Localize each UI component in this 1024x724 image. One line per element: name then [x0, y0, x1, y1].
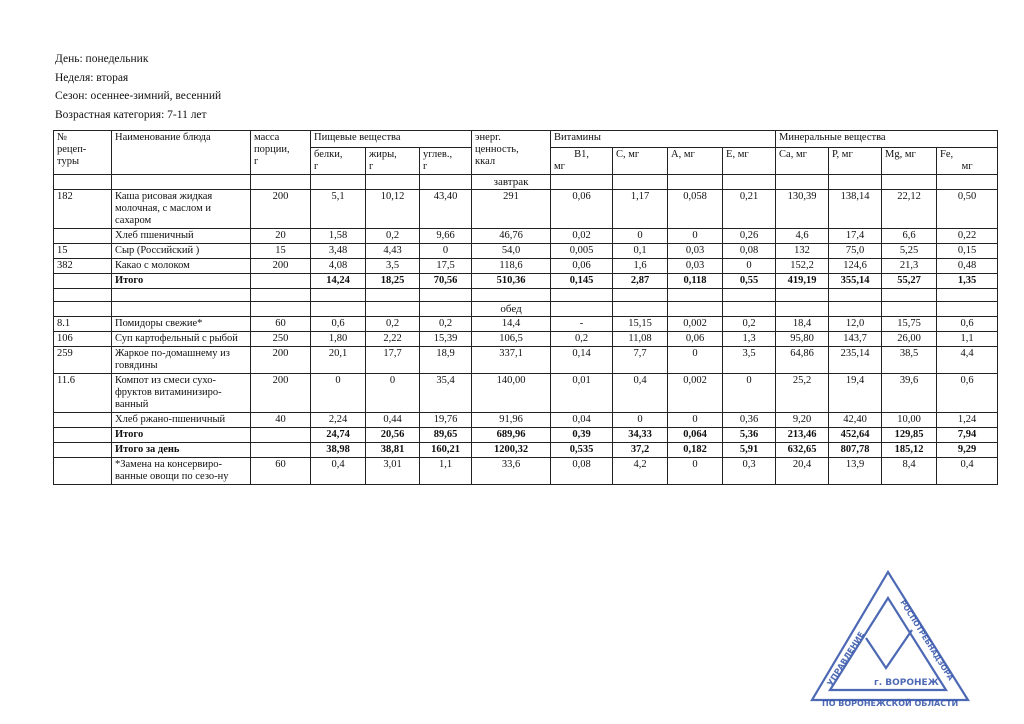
col-mass-header: масса порции, г [251, 131, 311, 175]
nutrients-header: Пищевые вещества [311, 131, 472, 148]
value-e: 0 [723, 259, 776, 274]
empty-cell [251, 428, 311, 443]
value-fat: 0,2 [366, 317, 420, 332]
value-fat: 2,22 [366, 332, 420, 347]
empty-cell [829, 175, 882, 190]
value-carbs: 18,9 [420, 347, 472, 374]
value-protein: 2,24 [311, 413, 366, 428]
dish-mass: 15 [251, 244, 311, 259]
value-fe: 4,4 [937, 347, 998, 374]
empty-cell [829, 302, 882, 317]
value-ca: 130,39 [776, 190, 829, 229]
value-fe: 1,1 [937, 332, 998, 347]
empty-cell [613, 175, 668, 190]
dish-mass: 200 [251, 347, 311, 374]
document-meta [55, 50, 221, 124]
total-fat: 18,25 [366, 274, 420, 289]
col-energy-header: энерг. ценность, ккал [472, 131, 551, 175]
value-c: 0 [613, 229, 668, 244]
total-protein: 24,74 [311, 428, 366, 443]
value-p: 19,4 [829, 374, 882, 413]
value-fat: 17,7 [366, 347, 420, 374]
value-protein: 20,1 [311, 347, 366, 374]
recipe-num: 182 [54, 190, 112, 229]
total-row-breakfast [54, 274, 998, 289]
week-label: Неделя: вторая [55, 71, 129, 84]
col-num-header: № рецеп- туры [54, 131, 112, 175]
value-mg: 21,3 [882, 259, 937, 274]
rospotrebnadzor-stamp [808, 568, 974, 708]
empty-cell [723, 289, 776, 302]
empty-cell [420, 175, 472, 190]
total-protein: 14,24 [311, 274, 366, 289]
value-e: 0,2 [723, 317, 776, 332]
table-row [54, 374, 998, 413]
empty-cell [251, 175, 311, 190]
value-c: 11,08 [613, 332, 668, 347]
total-ca: 632,65 [776, 443, 829, 458]
value-carbs: 17,5 [420, 259, 472, 274]
empty-cell [54, 458, 112, 485]
total-b1: 0,535 [551, 443, 613, 458]
spacer-row [54, 289, 998, 302]
dish-name: Каша рисовая жидкая молочная, с маслом и сахаром [112, 190, 251, 229]
value-b1: 0,01 [551, 374, 613, 413]
value-ca: 64,86 [776, 347, 829, 374]
col-fat-header: жиры, г [366, 148, 420, 175]
section-row-breakfast [54, 175, 998, 190]
value-carbs: 19,76 [420, 413, 472, 428]
empty-cell [551, 289, 613, 302]
section-title: обед [472, 302, 551, 317]
total-mg: 185,12 [882, 443, 937, 458]
value-carbs: 35,4 [420, 374, 472, 413]
value-ca: 18,4 [776, 317, 829, 332]
value-protein: 3,48 [311, 244, 366, 259]
empty-cell [882, 302, 937, 317]
empty-cell [882, 175, 937, 190]
dish-name: Какао с молоком [112, 259, 251, 274]
total-e: 0,55 [723, 274, 776, 289]
empty-cell [54, 302, 112, 317]
empty-cell [668, 289, 723, 302]
col-protein-header: белки, г [311, 148, 366, 175]
table-body [54, 131, 998, 485]
table-row [54, 413, 998, 428]
value-fe: 0,15 [937, 244, 998, 259]
empty-cell [112, 175, 251, 190]
value-b1: - [551, 317, 613, 332]
value-fat: 10,12 [366, 190, 420, 229]
dish-name: Сыр (Российский ) [112, 244, 251, 259]
value-b1: 0,06 [551, 190, 613, 229]
empty-cell [311, 175, 366, 190]
empty-cell [54, 274, 112, 289]
total-p: 355,14 [829, 274, 882, 289]
total-label: Итого [112, 274, 251, 289]
table-row [54, 244, 998, 259]
dish-name: Хлеб пшеничный [112, 229, 251, 244]
table-row [54, 332, 998, 347]
value-c: 1,6 [613, 259, 668, 274]
value-c: 1,17 [613, 190, 668, 229]
svg-text:УПРАВЛЕНИЕ: УПРАВЛЕНИЕ [825, 630, 867, 688]
value-fe: 0,6 [937, 374, 998, 413]
empty-cell [613, 289, 668, 302]
replacement-name: *Замена на консервиро-ванные овощи по сезо-ну [112, 458, 251, 485]
day-label: День: понедельник [55, 53, 149, 65]
minerals-header: Минеральные вещества [776, 131, 998, 148]
value-protein: 1,80 [311, 332, 366, 347]
empty-cell [420, 289, 472, 302]
recipe-num: 106 [54, 332, 112, 347]
col-ca-header: Са, мг [776, 148, 829, 175]
empty-cell [251, 443, 311, 458]
table-row [54, 229, 998, 244]
value-protein: 5,1 [311, 190, 366, 229]
value-a: 0,002 [668, 374, 723, 413]
recipe-num: 382 [54, 259, 112, 274]
age-label: Возрастная категория: 7-11 лет [55, 108, 207, 121]
empty-cell [54, 289, 112, 302]
replacement-c: 4,2 [613, 458, 668, 485]
total-fat: 20,56 [366, 428, 420, 443]
col-fe-header: Fe, мг [937, 148, 998, 175]
value-carbs: 9,66 [420, 229, 472, 244]
empty-cell [54, 428, 112, 443]
empty-cell [776, 175, 829, 190]
recipe-num [54, 229, 112, 244]
value-protein: 0 [311, 374, 366, 413]
value-energy: 14,4 [472, 317, 551, 332]
value-mg: 10,00 [882, 413, 937, 428]
section-title: завтрак [472, 175, 551, 190]
total-c: 37,2 [613, 443, 668, 458]
total-c: 2,87 [613, 274, 668, 289]
value-mg: 38,5 [882, 347, 937, 374]
svg-text:г. ВОРОНЕЖ: г. ВОРОНЕЖ [874, 678, 939, 688]
total-energy: 510,36 [472, 274, 551, 289]
season-label: Сезон: осеннее-зимний, весенний [55, 90, 222, 102]
dish-mass: 200 [251, 190, 311, 229]
dish-mass: 60 [251, 317, 311, 332]
value-e: 0 [723, 374, 776, 413]
total-b1: 0,39 [551, 428, 613, 443]
value-ca: 25,2 [776, 374, 829, 413]
value-c: 0,1 [613, 244, 668, 259]
menu-table [53, 130, 998, 485]
col-b1-header: В1, мг [551, 148, 613, 175]
empty-cell [251, 289, 311, 302]
value-p: 75,0 [829, 244, 882, 259]
recipe-num: 259 [54, 347, 112, 374]
header-row-1 [54, 131, 998, 148]
empty-cell [54, 443, 112, 458]
total-protein: 38,98 [311, 443, 366, 458]
value-mg: 26,00 [882, 332, 937, 347]
total-a: 0,118 [668, 274, 723, 289]
value-a: 0,06 [668, 332, 723, 347]
value-ca: 9,20 [776, 413, 829, 428]
empty-cell [776, 302, 829, 317]
empty-cell [311, 302, 366, 317]
value-fe: 0,22 [937, 229, 998, 244]
value-protein: 1,58 [311, 229, 366, 244]
value-mg: 5,25 [882, 244, 937, 259]
replacement-e: 0,3 [723, 458, 776, 485]
dish-name: Суп картофельный с рыбой [112, 332, 251, 347]
value-p: 124,6 [829, 259, 882, 274]
value-e: 0,36 [723, 413, 776, 428]
value-b1: 0,06 [551, 259, 613, 274]
replacement-carbs: 1,1 [420, 458, 472, 485]
value-carbs: 15,39 [420, 332, 472, 347]
recipe-num: 11.6 [54, 374, 112, 413]
value-p: 42,40 [829, 413, 882, 428]
col-c-header: С, мг [613, 148, 668, 175]
value-fat: 3,5 [366, 259, 420, 274]
recipe-num: 15 [54, 244, 112, 259]
total-fe: 9,29 [937, 443, 998, 458]
replacement-fat: 3,01 [366, 458, 420, 485]
recipe-num [54, 413, 112, 428]
value-p: 138,14 [829, 190, 882, 229]
col-p-header: Р, мг [829, 148, 882, 175]
value-fe: 1,24 [937, 413, 998, 428]
value-a: 0 [668, 229, 723, 244]
empty-cell [54, 175, 112, 190]
section-row-lunch [54, 302, 998, 317]
total-a: 0,064 [668, 428, 723, 443]
value-fat: 0,44 [366, 413, 420, 428]
empty-cell [112, 302, 251, 317]
empty-cell [551, 175, 613, 190]
value-p: 143,7 [829, 332, 882, 347]
col-a-header: А, мг [668, 148, 723, 175]
replacement-b1: 0,08 [551, 458, 613, 485]
value-carbs: 0 [420, 244, 472, 259]
total-energy: 689,96 [472, 428, 551, 443]
total-ca: 213,46 [776, 428, 829, 443]
total-p: 452,64 [829, 428, 882, 443]
value-a: 0,058 [668, 190, 723, 229]
empty-cell [937, 302, 998, 317]
value-c: 0,4 [613, 374, 668, 413]
total-mg: 129,85 [882, 428, 937, 443]
dish-name: Компот из смеси сухо-фруктов витаминизиро-ванный [112, 374, 251, 413]
value-energy: 106,5 [472, 332, 551, 347]
empty-cell [668, 175, 723, 190]
svg-text:РОСПОТРЕБНАДЗОРА: РОСПОТРЕБНАДЗОРА [898, 598, 956, 683]
value-energy: 140,00 [472, 374, 551, 413]
total-fe: 1,35 [937, 274, 998, 289]
value-b1: 0,14 [551, 347, 613, 374]
value-mg: 15,75 [882, 317, 937, 332]
value-fe: 0,6 [937, 317, 998, 332]
total-b1: 0,145 [551, 274, 613, 289]
dish-mass: 40 [251, 413, 311, 428]
value-fat: 4,43 [366, 244, 420, 259]
total-row-lunch [54, 428, 998, 443]
value-e: 0,21 [723, 190, 776, 229]
empty-cell [937, 289, 998, 302]
dish-mass: 250 [251, 332, 311, 347]
replacement-mass: 60 [251, 458, 311, 485]
value-a: 0,03 [668, 259, 723, 274]
total-fat: 38,81 [366, 443, 420, 458]
empty-cell [613, 302, 668, 317]
empty-cell [366, 289, 420, 302]
value-ca: 132 [776, 244, 829, 259]
value-fe: 0,48 [937, 259, 998, 274]
replacement-protein: 0,4 [311, 458, 366, 485]
dish-name: Жаркое по-домашнему из говядины [112, 347, 251, 374]
replacement-energy: 33,6 [472, 458, 551, 485]
empty-cell [366, 175, 420, 190]
dish-name: Хлеб ржано-пшеничный [112, 413, 251, 428]
total-mg: 55,27 [882, 274, 937, 289]
col-name-header: Наименование блюда [112, 131, 251, 175]
empty-cell [829, 289, 882, 302]
value-e: 0,08 [723, 244, 776, 259]
value-energy: 54,0 [472, 244, 551, 259]
value-protein: 4,08 [311, 259, 366, 274]
empty-cell [251, 302, 311, 317]
value-protein: 0,6 [311, 317, 366, 332]
dish-mass: 200 [251, 374, 311, 413]
table-row [54, 317, 998, 332]
total-label: Итого [112, 428, 251, 443]
table-row [54, 347, 998, 374]
value-p: 17,4 [829, 229, 882, 244]
empty-cell [668, 302, 723, 317]
value-ca: 152,2 [776, 259, 829, 274]
value-b1: 0,2 [551, 332, 613, 347]
value-c: 7,7 [613, 347, 668, 374]
value-c: 0 [613, 413, 668, 428]
value-mg: 22,12 [882, 190, 937, 229]
empty-cell [776, 289, 829, 302]
recipe-num: 8.1 [54, 317, 112, 332]
value-energy: 46,76 [472, 229, 551, 244]
total-label: Итого за день [112, 443, 251, 458]
value-mg: 6,6 [882, 229, 937, 244]
total-p: 807,78 [829, 443, 882, 458]
empty-cell [311, 289, 366, 302]
total-e: 5,91 [723, 443, 776, 458]
value-a: 0,002 [668, 317, 723, 332]
empty-cell [723, 302, 776, 317]
dish-mass: 20 [251, 229, 311, 244]
total-e: 5,36 [723, 428, 776, 443]
empty-cell [366, 302, 420, 317]
total-carbs: 70,56 [420, 274, 472, 289]
value-energy: 118,6 [472, 259, 551, 274]
value-carbs: 0,2 [420, 317, 472, 332]
empty-cell [472, 289, 551, 302]
value-e: 3,5 [723, 347, 776, 374]
replacement-a: 0 [668, 458, 723, 485]
total-energy: 1200,32 [472, 443, 551, 458]
value-b1: 0,04 [551, 413, 613, 428]
empty-cell [112, 289, 251, 302]
total-carbs: 160,21 [420, 443, 472, 458]
value-b1: 0,02 [551, 229, 613, 244]
value-mg: 39,6 [882, 374, 937, 413]
total-ca: 419,19 [776, 274, 829, 289]
col-mg-header: Mg, мг [882, 148, 937, 175]
value-energy: 91,96 [472, 413, 551, 428]
value-energy: 291 [472, 190, 551, 229]
table-row [54, 259, 998, 274]
total-fe: 7,94 [937, 428, 998, 443]
total-c: 34,33 [613, 428, 668, 443]
replacement-row [54, 458, 998, 485]
value-carbs: 43,40 [420, 190, 472, 229]
value-e: 1,3 [723, 332, 776, 347]
value-e: 0,26 [723, 229, 776, 244]
replacement-ca: 20,4 [776, 458, 829, 485]
value-fat: 0 [366, 374, 420, 413]
value-fe: 0,50 [937, 190, 998, 229]
col-carbs-header: углев., г [420, 148, 472, 175]
value-p: 12,0 [829, 317, 882, 332]
value-ca: 4,6 [776, 229, 829, 244]
value-a: 0,03 [668, 244, 723, 259]
value-fat: 0,2 [366, 229, 420, 244]
value-a: 0 [668, 413, 723, 428]
value-c: 15,15 [613, 317, 668, 332]
replacement-mg: 8,4 [882, 458, 937, 485]
value-energy: 337,1 [472, 347, 551, 374]
total-a: 0,182 [668, 443, 723, 458]
empty-cell [420, 302, 472, 317]
value-b1: 0,005 [551, 244, 613, 259]
total-carbs: 89,65 [420, 428, 472, 443]
empty-cell [251, 274, 311, 289]
empty-cell [551, 302, 613, 317]
total-row-day [54, 443, 998, 458]
vitamins-header: Витамины [551, 131, 776, 148]
empty-cell [882, 289, 937, 302]
empty-cell [723, 175, 776, 190]
replacement-p: 13,9 [829, 458, 882, 485]
value-a: 0 [668, 347, 723, 374]
replacement-fe: 0,4 [937, 458, 998, 485]
empty-cell [937, 175, 998, 190]
value-p: 235,14 [829, 347, 882, 374]
dish-name: Помидоры свежие* [112, 317, 251, 332]
value-ca: 95,80 [776, 332, 829, 347]
col-e-header: Е, мг [723, 148, 776, 175]
dish-mass: 200 [251, 259, 311, 274]
svg-text:ПО ВОРОНЕЖСКОЙ ОБЛАСТИ: ПО ВОРОНЕЖСКОЙ ОБЛАСТИ [822, 699, 959, 708]
table-row [54, 190, 998, 229]
